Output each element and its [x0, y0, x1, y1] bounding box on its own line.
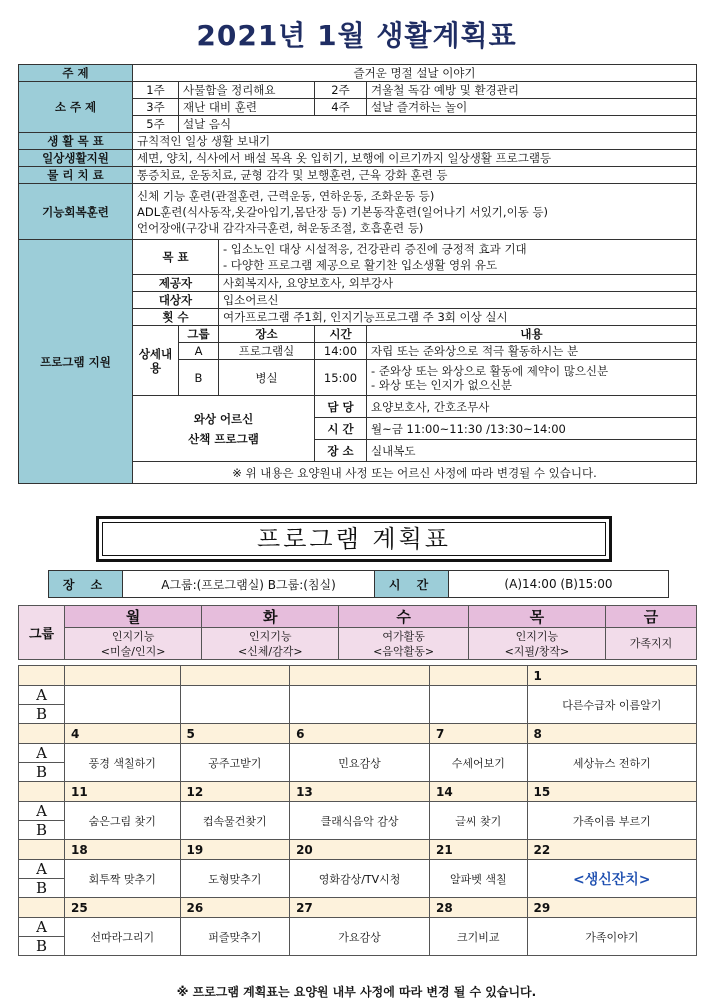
detail-head-time: 시간 [315, 326, 367, 343]
calendar-activity-row [19, 918, 697, 937]
calendar-activity [180, 918, 290, 956]
group-b-cell: B [19, 763, 65, 782]
calendar-activity [527, 744, 696, 782]
provider-label: 제공자 [133, 275, 219, 292]
activity-label: 공주고받기 [208, 756, 262, 770]
detail-content-line: - 와상 또는 인지가 없으신분 [371, 377, 512, 392]
calendar-activity [527, 686, 696, 724]
category-line: 인지기능 [515, 629, 559, 643]
detail-place: 프로그램실 [219, 343, 315, 360]
calendar-date: 26 [180, 898, 290, 918]
physio-label: 물 리 치 료 [19, 167, 133, 184]
category-line: 인지기능 [249, 629, 292, 643]
calendar-activity [290, 686, 430, 724]
time-label: 시 간 [375, 571, 449, 597]
calendar-date: 27 [290, 898, 430, 918]
calendar-table [18, 665, 697, 956]
detail-content: 자립 또는 준와상으로 적극 활동하시는 분 [367, 343, 697, 360]
group-header: 그룹 [19, 606, 65, 660]
subtheme-text: 설날 즐겨하는 놀이 [367, 99, 697, 116]
program-title-box [96, 516, 612, 562]
place-label: 장 소 [49, 571, 123, 597]
calendar-date: 1 [527, 666, 696, 686]
calendar-activity [430, 744, 528, 782]
weekday-header [18, 605, 697, 660]
calendar-date-row [19, 666, 697, 686]
calendar-date: 14 [430, 782, 528, 802]
place-time-bar [48, 570, 669, 598]
walk-program-label [133, 396, 315, 462]
time-value: (A)14:00 (B)15:00 [504, 577, 613, 591]
day-category [339, 628, 468, 660]
activity-label: 영화감상/TV시청 [318, 872, 401, 886]
calendar-activity [180, 744, 290, 782]
monthly-plan-table [18, 64, 697, 484]
calendar-activity [290, 802, 430, 840]
goal-value: 규칙적인 일상 생활 보내기 [133, 133, 697, 150]
detail-head-group: 그룹 [179, 326, 219, 343]
activity-label: 퍼즐맞추기 [208, 930, 262, 944]
activity-label: 세상뉴스 전하기 [572, 756, 651, 770]
target-value: 입소어르신 [219, 292, 697, 309]
footer-note: ※ 프로그램 계획표는 요양원 내부 사정에 따라 변경 될 수 있습니다. [176, 985, 537, 999]
subtheme-text: 겨울철 독감 예방 및 환경관리 [367, 82, 697, 99]
calendar-date: 4 [65, 724, 181, 744]
physio-value: 통증치료, 운동치료, 균형 감각 및 보행훈련, 근육 강화 훈련 등 [133, 167, 697, 184]
category-line: 여가활동 [382, 629, 425, 643]
subtheme-week: 2주 [315, 82, 367, 99]
rehab-value [133, 184, 697, 240]
subtheme-week: 5주 [133, 116, 179, 133]
calendar-date [290, 666, 430, 686]
calendar-activity [527, 918, 696, 956]
walk-place-value: 실내복도 [367, 440, 697, 462]
activity-label: 풍경 색칠하기 [88, 756, 156, 770]
page-title: 2021년 1월 생활계획표 [196, 19, 517, 52]
group-cell-blank [19, 840, 65, 860]
calendar-date: 12 [180, 782, 290, 802]
subtheme-week: 4주 [315, 99, 367, 116]
activity-label: 가족이름 부르기 [572, 814, 651, 828]
group-a-cell: A [19, 744, 65, 763]
walk-staff-value: 요양보호사, 간호조무사 [367, 396, 697, 418]
calendar-date: 28 [430, 898, 528, 918]
day-thu: 목 [468, 606, 605, 628]
calendar-activity-row [19, 686, 697, 705]
walk-label-line: 산책 프로그램 [188, 431, 259, 446]
calendar-date: 25 [65, 898, 181, 918]
activity-label: 선따라그리기 [90, 930, 155, 944]
group-b-cell: B [19, 705, 65, 724]
calendar-activity [527, 802, 696, 840]
calendar-activity [65, 744, 181, 782]
rehab-label: 기능회복훈련 [19, 184, 133, 240]
theme-label: 주 제 [19, 65, 133, 82]
subtheme-week: 1주 [133, 82, 179, 99]
theme-value: 즐거운 명절 설날 이야기 [133, 65, 697, 82]
goal-label: 생 활 목 표 [19, 133, 133, 150]
day-tue: 화 [202, 606, 339, 628]
detail-content [367, 360, 697, 396]
activity-label: 알파벳 색칠 [449, 872, 507, 886]
category-line: 인지기능 [111, 629, 155, 643]
group-cell-blank [19, 724, 65, 744]
activity-label: 클래식음악 감상 [320, 814, 399, 828]
rehab-line: 언어장애(구강내 감각자극훈련, 혀운동조절, 호흡훈련 등) [137, 220, 424, 235]
rehab-line: ADL훈련(식사동작,옷갈아입기,몸단장 등) 기본동작훈련(일어나기 서있기,이동 등) [137, 204, 549, 219]
group-a-cell: A [19, 860, 65, 879]
activity-label: 숨은그림 찾기 [88, 814, 156, 828]
count-value: 여가프로그램 주1회, 인지기능프로그램 주 3회 이상 실시 [219, 309, 697, 326]
calendar-date-row [19, 782, 697, 802]
calendar-date: 8 [527, 724, 696, 744]
calendar-date: 21 [430, 840, 528, 860]
detail-group: B [179, 360, 219, 396]
purpose-label: 목 표 [133, 240, 219, 275]
program-support-label: 프로그램 지원 [19, 240, 133, 484]
calendar-date: 18 [65, 840, 181, 860]
activity-label: 회투짝 맞추기 [88, 872, 156, 886]
group-cell-blank [19, 782, 65, 802]
calendar-activity-row [19, 860, 697, 879]
calendar-date: 22 [527, 840, 696, 860]
group-b-cell: B [19, 937, 65, 956]
group-b-cell: B [19, 879, 65, 898]
walk-time-value: 월~금 11:00~11:30 /13:30~14:00 [367, 418, 697, 440]
calendar-activity [65, 802, 181, 840]
subtheme-text: 설날 음식 [179, 116, 697, 133]
calendar-activity [430, 686, 528, 724]
calendar-activity [290, 860, 430, 898]
calendar-date: 5 [180, 724, 290, 744]
calendar-date: 6 [290, 724, 430, 744]
plan-note: ※ 위 내용은 요양원내 사정 또는 어르신 사정에 따라 변경될 수 있습니다. [133, 462, 697, 484]
calendar-activity [290, 744, 430, 782]
category-line: <지필/창작> [504, 644, 570, 658]
walk-time-label: 시 간 [315, 418, 367, 440]
day-wed: 수 [339, 606, 468, 628]
calendar-activity [527, 860, 696, 898]
calendar-date: 13 [290, 782, 430, 802]
calendar-activity [430, 918, 528, 956]
detail-time: 15:00 [315, 360, 367, 396]
calendar-date: 29 [527, 898, 696, 918]
activity-label: 크기비교 [457, 930, 500, 944]
calendar-date [65, 666, 181, 686]
activity-label: 가요감상 [338, 930, 381, 944]
calendar-date-row [19, 724, 697, 744]
day-category [65, 628, 202, 660]
walk-place-label: 장 소 [315, 440, 367, 462]
calendar-activity [180, 802, 290, 840]
calendar-activity [65, 918, 181, 956]
calendar-date: 19 [180, 840, 290, 860]
day-category [202, 628, 339, 660]
calendar-date [430, 666, 528, 686]
day-fri: 금 [606, 606, 697, 628]
calendar-date: 11 [65, 782, 181, 802]
subtheme-label: 소 주 제 [19, 82, 133, 133]
activity-label: 컵속물건찾기 [202, 814, 267, 828]
program-title: 프로그램 계획표 [102, 522, 606, 556]
group-cell-blank [19, 666, 65, 686]
subtheme-text: 사물함을 정리해요 [179, 82, 315, 99]
detail-content-line: - 준와상 또는 와상으로 활동에 제약이 많으신분 [371, 363, 609, 378]
activity-label: <생신잔치> [572, 871, 651, 888]
calendar-date [180, 666, 290, 686]
calendar-activity [430, 860, 528, 898]
day-mon: 월 [65, 606, 202, 628]
activity-label: 가족이야기 [585, 930, 639, 944]
day-category [468, 628, 605, 660]
purpose-line: - 입소노인 대상 시설적응, 건강관리 증진에 긍정적 효과 기대 [223, 242, 527, 256]
calendar-date: 20 [290, 840, 430, 860]
calendar-date-row [19, 898, 697, 918]
purpose-value [219, 240, 697, 275]
calendar-date: 15 [527, 782, 696, 802]
day-category [606, 628, 697, 660]
category-line: 가족지지 [629, 637, 673, 650]
calendar-activity [180, 686, 290, 724]
calendar-activity-row [19, 744, 697, 763]
group-a-cell: A [19, 918, 65, 937]
place-value: A그룹:(프로그램실) B그룹:(침실) [123, 571, 375, 597]
activity-label: 수세어보기 [451, 756, 505, 770]
category-line: <음악활동> [373, 644, 435, 658]
subtheme-week: 3주 [133, 99, 179, 116]
walk-label-line: 와상 어르신 [193, 411, 254, 426]
detail-label: 상세내용 [133, 326, 179, 396]
activity-label: 다른수급자 이름알기 [562, 698, 662, 712]
provider-value: 사회복지사, 요양보호사, 외부강사 [219, 275, 697, 292]
calendar-date: 7 [430, 724, 528, 744]
walk-staff-label: 담 당 [315, 396, 367, 418]
calendar-date-row [19, 840, 697, 860]
count-label: 횟 수 [133, 309, 219, 326]
calendar-activity-row [19, 802, 697, 821]
purpose-line: - 다양한 프로그램 제공으로 활기찬 입소생활 영위 유도 [223, 258, 498, 272]
activity-label: 도형맞추기 [208, 872, 262, 886]
daily-support-value: 세면, 양치, 식사에서 배설 목욕 옷 입히기, 보행에 이르기까지 일상생활 프로그램등 [133, 150, 697, 167]
group-b-cell: B [19, 821, 65, 840]
rehab-line: 신체 기능 훈련(관절훈련, 근력운동, 연하운동, 조화운동 등) [137, 188, 435, 203]
target-label: 대상자 [133, 292, 219, 309]
calendar-activity [65, 686, 181, 724]
detail-place: 병실 [219, 360, 315, 396]
group-a-cell: A [19, 802, 65, 821]
detail-head-place: 장소 [219, 326, 315, 343]
detail-group: A [179, 343, 219, 360]
group-cell-blank [19, 898, 65, 918]
activity-label: 글씨 찾기 [455, 814, 502, 828]
calendar-activity [430, 802, 528, 840]
calendar-activity [180, 860, 290, 898]
detail-time: 14:00 [315, 343, 367, 360]
detail-head-content: 내용 [367, 326, 697, 343]
category-line: <미술/인지> [100, 644, 166, 658]
daily-support-label: 일상생활지원 [19, 150, 133, 167]
category-line: <신체/감각> [237, 644, 303, 658]
calendar-activity [65, 860, 181, 898]
subtheme-text: 재난 대비 훈련 [179, 99, 315, 116]
activity-label: 민요감상 [338, 756, 381, 770]
calendar-activity [290, 918, 430, 956]
group-a-cell: A [19, 686, 65, 705]
